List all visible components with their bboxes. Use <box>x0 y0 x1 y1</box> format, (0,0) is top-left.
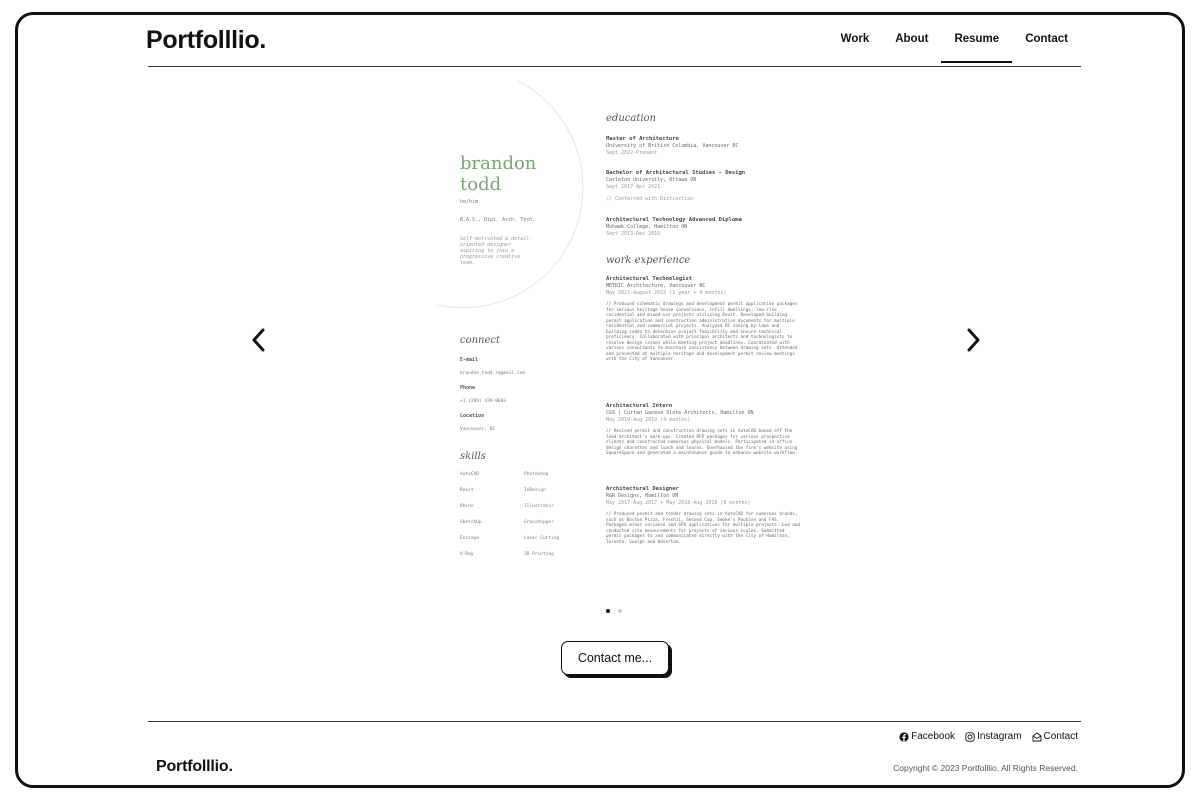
skill-item: Rhino <box>460 504 474 509</box>
email-value: brandon.todd.r@gmail.com <box>460 371 526 376</box>
resume-name <box>460 153 536 195</box>
entry-school: Carleton University, Ottawa ON <box>606 177 697 183</box>
entry-title: Architectural Technology Advanced Diploma <box>606 217 742 223</box>
entry-company: CGS | Curran Gacesa Slote Architects, Hamilton ON <box>606 410 754 416</box>
entry-dates: Sept 2017-Apr 2021 <box>606 184 661 190</box>
browser-frame <box>15 12 1185 788</box>
site-logo[interactable]: Portfolllio. <box>146 26 266 54</box>
contact-label: Contact <box>1043 731 1078 742</box>
skill-item: V-Ray <box>460 552 474 557</box>
facebook-label: Facebook <box>911 731 956 742</box>
entry-company: R&R Designs, Hamilton ON <box>606 493 679 499</box>
carousel-dot-1[interactable] <box>606 609 610 613</box>
entry-dates: May 2021-August 2022 (1 year + 4 months) <box>606 290 727 296</box>
email-label: E-mail <box>460 357 479 363</box>
skill-item: InDesign <box>524 488 546 493</box>
education-entry <box>606 170 801 203</box>
instagram-link[interactable] <box>965 731 1021 742</box>
skill-item: Grasshopper <box>524 520 554 525</box>
entry-title: Architectural Designer <box>606 486 679 492</box>
skill-item: Enscape <box>460 536 479 541</box>
facebook-icon <box>899 732 909 742</box>
entry-title: Architectural Intern <box>606 403 673 409</box>
carousel-dot-2[interactable] <box>618 609 622 613</box>
tagline: Self-motivated & detail-oriented designer aspiring to join a progressive creative team. <box>460 236 533 266</box>
nav-about[interactable]: About <box>895 33 929 45</box>
phone-label: Phone <box>460 385 476 391</box>
instagram-label: Instagram <box>977 731 1022 742</box>
instagram-icon <box>965 732 975 742</box>
social-links <box>899 731 1078 742</box>
entry-note: // Conferred with Distinction <box>606 196 694 202</box>
entry-title: Bachelor of Architectural Studies - Design <box>606 170 746 176</box>
skill-item: SketchUp <box>460 520 482 525</box>
entry-company: METRIC Architecture, Vancouver BC <box>606 283 706 289</box>
work-entry <box>606 486 801 545</box>
skill-item: Laser Cutting <box>524 536 560 541</box>
entry-description: // Produced permit and tender drawing sets in AutoCAD for numerous brands, such as Boston Pizza, Freshii, Second Cup, Smoke's Poutine and FAS. Packaged minor variance and SPA applications for multiple projects. Led and conducted site measurements for projects of various scales. Submitted permit packages to and communicated directly with the City of Hamilton, Toronto, Guelph and Waterloo. <box>606 512 801 545</box>
nav-work[interactable]: Work <box>840 33 870 45</box>
work-entry <box>606 276 801 363</box>
mail-icon <box>1032 732 1042 742</box>
footer-logo[interactable]: Portfolllio. <box>156 758 233 775</box>
location-label: Location <box>460 413 485 419</box>
decorative-arc <box>398 79 598 329</box>
education-title: education <box>606 113 656 124</box>
carousel-indicators <box>606 609 622 613</box>
entry-dates: May 2019-Aug 2019 (4 months) <box>606 417 691 423</box>
skill-item: Photoshop <box>524 472 549 477</box>
skill-item: Revit <box>460 488 474 493</box>
entry-title: Master of Architecture <box>606 136 679 142</box>
carousel-next-button[interactable] <box>962 327 984 353</box>
copyright-text: Copyright © 2023 Portfolllio, All Rights Reserved. <box>893 763 1078 773</box>
site-header <box>146 23 1081 67</box>
work-title: work experience <box>606 255 691 266</box>
skill-item: AutoCAD <box>460 472 479 477</box>
footer-divider <box>148 721 1081 722</box>
skills-title: skills <box>460 451 486 462</box>
education-entry <box>606 136 801 157</box>
entry-dates: May 2017-Aug 2017 + May 2018-Aug 2018 (8 months) <box>606 500 751 506</box>
education-entry <box>606 217 801 238</box>
entry-school: Mohawk College, Hamilton ON <box>606 224 688 230</box>
entry-dates: Sept 2022-Present <box>606 150 658 156</box>
contact-link[interactable] <box>1032 731 1078 742</box>
skill-item: Illustrator <box>524 504 554 509</box>
degree: B.A.S., Dipl. Arch. Tech. <box>460 217 536 223</box>
name-last: todd <box>460 174 502 195</box>
skills-list <box>460 472 580 558</box>
resume-slide <box>398 79 818 569</box>
entry-dates: Sept 2013-Dec 2016 <box>606 231 661 237</box>
name-first: brandon <box>460 153 537 174</box>
contact-me-button[interactable]: Contact me... <box>561 641 669 675</box>
carousel-prev-button[interactable] <box>248 327 270 353</box>
connect-title: connect <box>460 335 501 346</box>
chevron-right-icon <box>962 327 984 353</box>
entry-school: University of British Columbia, Vancouver BC <box>606 143 739 149</box>
facebook-link[interactable] <box>899 731 955 742</box>
header-divider <box>148 66 1081 67</box>
nav-contact[interactable]: Contact <box>1025 33 1068 45</box>
entry-title: Architectural Technologist <box>606 276 693 282</box>
location-value: Vancouver, BC <box>460 427 496 432</box>
phone-value: +1 (289) 439-8693 <box>460 399 507 404</box>
skill-item: 3D Printing <box>524 552 554 557</box>
pronouns: he/him <box>460 199 479 205</box>
entry-description: // Revised permit and construction drawing sets in AutoCAD based off the lead architect's mark-ups. Created RFP packages for various prospective clients and constructed numerous physical models. Participated in office design charettes and lunch and learns. Overhauled the firm's website using SquareSpace and generated a maintenance guide to enhance website workflow. <box>606 429 798 456</box>
nav-resume[interactable]: Resume <box>941 23 1012 63</box>
work-entry <box>606 403 801 457</box>
main-nav <box>828 23 1081 63</box>
chevron-left-icon <box>248 327 270 353</box>
entry-description: // Produced schematic drawings and development permit application packages for various heritage house conversions, infill dwellings, low-rise residential and mixed-use projects utilizing Revit. Developed building permit application and construction administration documents for multiple residential and commercial projects. Analyzed BC zoning by-laws and building codes to determine project feasibility and ensure technical proficiency. Collaborated with principal architects and technologists to resolve design issues while meeting project deadlines. Coordinated with various consultants to maintain consistency between drawing sets. Attended and presented at multiple heritage and development permit review meetings with the City of Vancouver. <box>606 302 798 362</box>
